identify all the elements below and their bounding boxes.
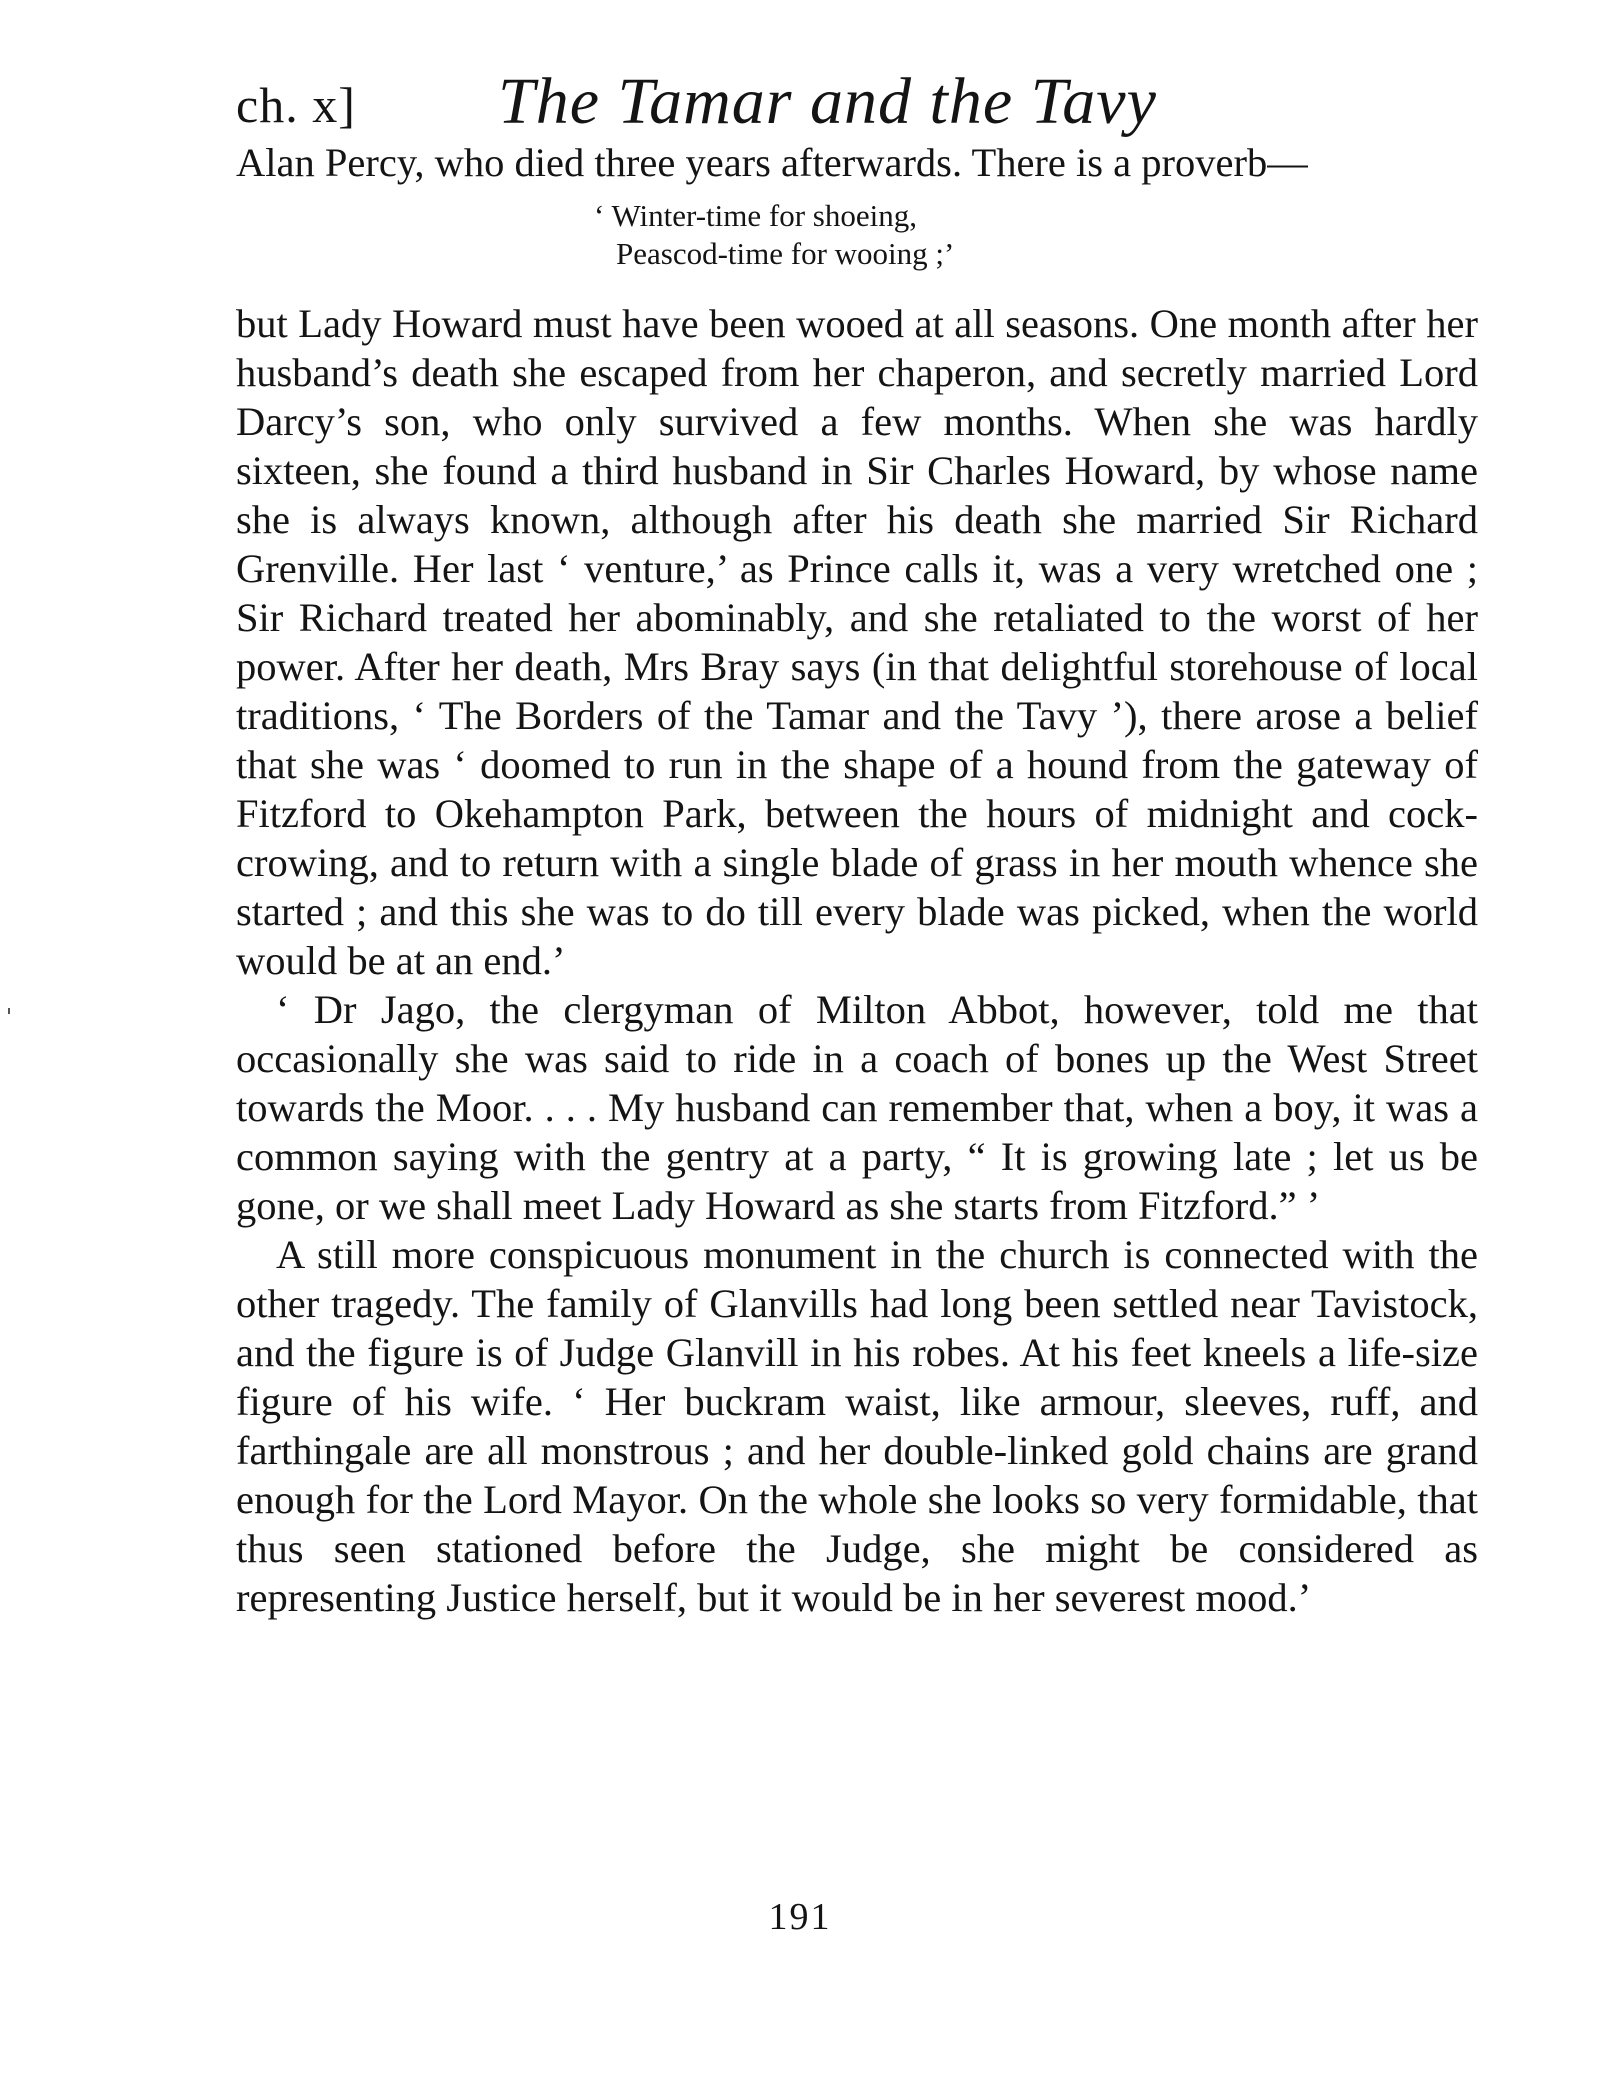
paragraph-lady-howard: but Lady Howard must have been wooed at all seasons. One month after her husband’s death she escaped from her chaperon, and secretly married Lord Darcy’s son, who only survived a few months. When she was hardly sixteen, she found a third husband in Sir Charles Howard, by whose name she is always known, although after his death she married Sir Richard Grenville. Her last ‘ venture,’ as Prince calls it, was a very wretched one ; Sir Richard treated her abominably, and she retaliated to the worst of her power. After her death, Mrs Bray says (in that delightful storehouse of local traditions, ‘ The Borders of the Tamar and the Tavy ’), there arose a belief that she was ‘ doomed to run in the shape of a hound from the gateway of Fitzford to Okehampton Park, between the hours of midnight and cock-crowing, and to return with a single blade of grass in her mouth whence she started ; and this she was to do till every blade was picked, when the world would be at an end.’ (236, 301, 1478, 983)
verse-line: ‘ Winter-time for shoeing, (594, 198, 917, 233)
paragraph-dr-jago: ‘ Dr Jago, the clergyman of Milton Abbot, however, told me that occasionally she was said to ride in a coach of bones up the West Street towards the Moor. . . . My husband can remember that, when a boy, it was a common saying with the gentry at a party, “ It is growing late ; let us be gone, or we shall meet Lady Howard as she starts from Fitzford.” ’ (236, 987, 1478, 1228)
chapter-reference: ch. x] (236, 77, 356, 133)
opening-paragraph: Alan Percy, who died three years afterwards. There is a proverb— (236, 140, 1308, 185)
margin-mark (8, 1008, 10, 1014)
body-text (236, 138, 1478, 1622)
verse-line: Peascod-time for wooing ;’ (616, 236, 955, 271)
paragraph-glanvill-monument: A still more conspicuous monument in the church is connected with the other tragedy. The family of Glanvills had long been settled near Tavistock, and the figure is of Judge Glanvill in his robes. At his feet kneels a life-size figure of his wife. ‘ Her buckram waist, like armour, sleeves, ruff, and farthingale are all monstrous ; and her double-linked gold chains are grand enough for the Lord Mayor. On the whole she looks so very formidable, that thus seen stationed before the Judge, she might be considered as representing Justice herself, but it would be in her severest mood.’ (236, 1232, 1478, 1620)
page-title: The Tamar and the Tavy (498, 65, 1157, 138)
proverb-verse (236, 197, 1478, 273)
page-number: 191 (768, 1896, 832, 1938)
